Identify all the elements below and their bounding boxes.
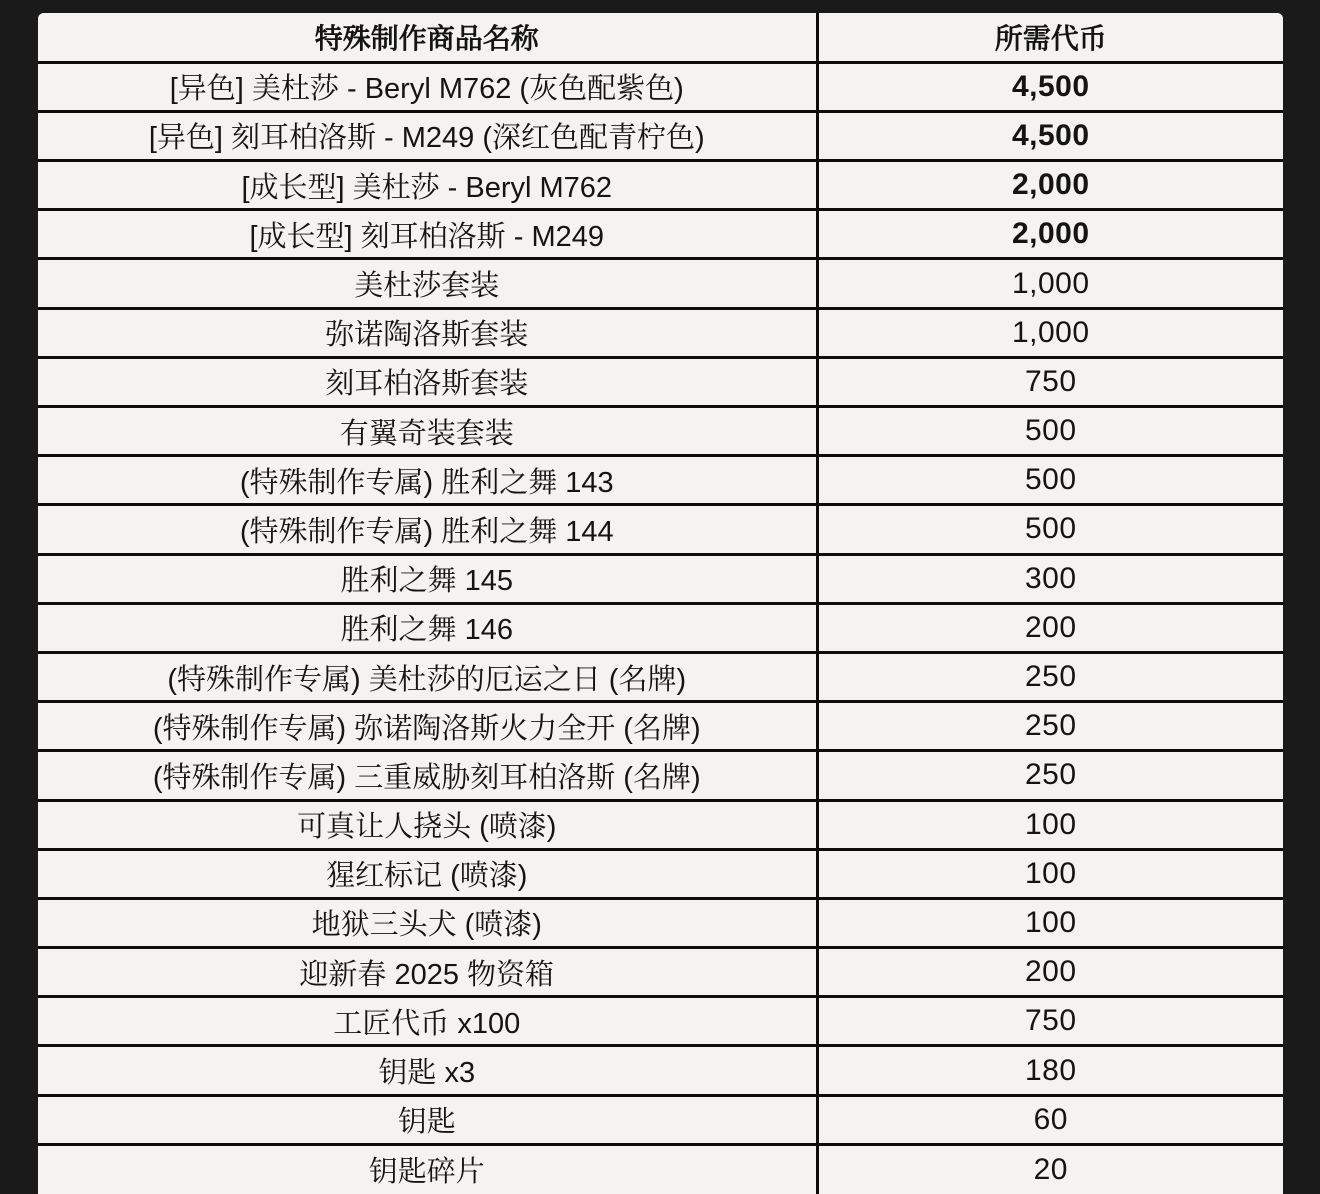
item-name-cell: 迎新春 2025 物资箱 [38, 948, 817, 997]
cost-cell: 180 [817, 1046, 1283, 1095]
item-name-cell: 工匠代币 x100 [38, 997, 817, 1046]
item-name-cell: 钥匙 x3 [38, 1046, 817, 1095]
item-name-cell: 美杜莎套装 [38, 259, 817, 308]
item-name-cell: 地狱三头犬 (喷漆) [38, 898, 817, 947]
cost-cell: 4,500 [817, 62, 1283, 111]
table-row [38, 62, 1283, 111]
cost-cell: 2,000 [817, 210, 1283, 259]
cost-cell: 250 [817, 751, 1283, 800]
cost-cell: 250 [817, 652, 1283, 701]
item-name-cell: 胜利之舞 146 [38, 603, 817, 652]
table-row [38, 702, 1283, 751]
item-name-cell: 弥诺陶洛斯套装 [38, 308, 817, 357]
item-name-cell: 猩红标记 (喷漆) [38, 849, 817, 898]
cost-cell: 250 [817, 702, 1283, 751]
table-row [38, 161, 1283, 210]
item-name-cell: 胜利之舞 145 [38, 554, 817, 603]
table-row [38, 554, 1283, 603]
item-name-cell: (特殊制作专属) 弥诺陶洛斯火力全开 (名牌) [38, 702, 817, 751]
item-name-cell: [成长型] 美杜莎 - Beryl M762 [38, 161, 817, 210]
item-name-cell: (特殊制作专属) 美杜莎的厄运之日 (名牌) [38, 652, 817, 701]
cost-cell: 300 [817, 554, 1283, 603]
item-name-cell: (特殊制作专属) 三重威胁刻耳柏洛斯 (名牌) [38, 751, 817, 800]
cost-cell: 100 [817, 849, 1283, 898]
cost-cell: 100 [817, 898, 1283, 947]
cost-cell: 200 [817, 948, 1283, 997]
item-name-cell: 有翼奇装套装 [38, 407, 817, 456]
item-name-cell: 可真让人挠头 (喷漆) [38, 800, 817, 849]
table-row [38, 308, 1283, 357]
price-table [38, 13, 1283, 1194]
table-row [38, 1095, 1283, 1144]
cost-cell: 20 [817, 1144, 1283, 1193]
table-row [38, 948, 1283, 997]
table-row [38, 1046, 1283, 1095]
table-row [38, 111, 1283, 160]
cost-cell: 500 [817, 407, 1283, 456]
cost-cell: 100 [817, 800, 1283, 849]
table-row [38, 849, 1283, 898]
cost-cell: 4,500 [817, 111, 1283, 160]
table-row [38, 652, 1283, 701]
cost-cell: 500 [817, 456, 1283, 505]
cost-cell: 200 [817, 603, 1283, 652]
cost-cell: 500 [817, 505, 1283, 554]
table-row [38, 407, 1283, 456]
table-row [38, 800, 1283, 849]
table-row [38, 505, 1283, 554]
cost-cell: 2,000 [817, 161, 1283, 210]
table-row [38, 603, 1283, 652]
item-name-column-header: 特殊制作商品名称 [38, 13, 817, 62]
special-craft-price-table [38, 13, 1283, 1194]
table-row [38, 997, 1283, 1046]
table-body [38, 62, 1283, 1193]
item-name-cell: [异色] 刻耳柏洛斯 - M249 (深红色配青柠色) [38, 111, 817, 160]
table-row [38, 456, 1283, 505]
table-row [38, 1144, 1283, 1193]
cost-cell: 1,000 [817, 308, 1283, 357]
cost-cell: 1,000 [817, 259, 1283, 308]
item-name-cell: [异色] 美杜莎 - Beryl M762 (灰色配紫色) [38, 62, 817, 111]
item-name-cell: 钥匙碎片 [38, 1144, 817, 1193]
item-name-cell: 钥匙 [38, 1095, 817, 1144]
cost-cell: 750 [817, 997, 1283, 1046]
table-row [38, 210, 1283, 259]
table-row [38, 898, 1283, 947]
cost-cell: 750 [817, 357, 1283, 406]
item-name-cell: 刻耳柏洛斯套装 [38, 357, 817, 406]
cost-cell: 60 [817, 1095, 1283, 1144]
item-name-cell: (特殊制作专属) 胜利之舞 144 [38, 505, 817, 554]
header-row [38, 13, 1283, 62]
table-row [38, 357, 1283, 406]
item-name-cell: (特殊制作专属) 胜利之舞 143 [38, 456, 817, 505]
cost-column-header: 所需代币 [817, 13, 1283, 62]
table-row [38, 751, 1283, 800]
table-row [38, 259, 1283, 308]
item-name-cell: [成长型] 刻耳柏洛斯 - M249 [38, 210, 817, 259]
